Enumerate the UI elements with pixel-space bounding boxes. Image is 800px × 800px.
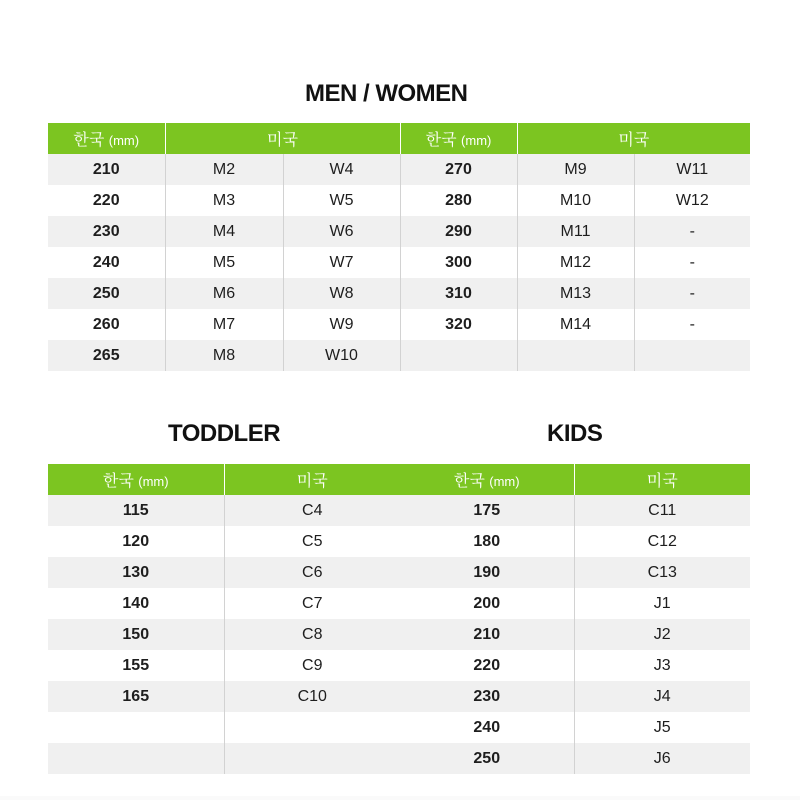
us-size-cell: M11: [517, 216, 634, 247]
us-size-cell: [224, 743, 400, 774]
men-women-size-table: [48, 123, 750, 371]
korea-size-cell: 240: [473, 718, 501, 736]
table-row: [400, 588, 750, 619]
us-size-cell: M8: [165, 340, 283, 371]
toddler-size-table: [48, 464, 400, 774]
korea-size-cell: 250: [400, 743, 574, 774]
us-size-cell: -: [634, 309, 750, 340]
us-size-cell: J5: [574, 712, 750, 743]
page-bottom-edge: [0, 796, 800, 800]
us-size-cell: -: [634, 247, 750, 278]
us-size-cell: W6: [283, 216, 400, 247]
us-size-cell: M5: [165, 247, 283, 278]
table-row: [48, 216, 750, 247]
korea-size-cell: 260: [92, 315, 120, 333]
table-row: [48, 340, 750, 371]
korea-size-cell: [48, 743, 224, 774]
table-row: [48, 681, 400, 712]
table-row: [400, 650, 750, 681]
header-korea: 한국 (mm): [400, 464, 574, 495]
table-row: [48, 743, 400, 774]
korea-size-cell: 230: [400, 681, 574, 712]
korea-size-cell: 270: [400, 154, 517, 185]
table-row: [400, 526, 750, 557]
header-korea: 한국 (mm): [48, 123, 165, 154]
us-size-cell: C5: [224, 526, 400, 557]
us-size-cell: W4: [283, 154, 400, 185]
header-us: 미국: [224, 464, 400, 495]
table-row: [48, 619, 400, 650]
table-row: [48, 588, 400, 619]
korea-size-cell: 230: [48, 216, 165, 247]
korea-size-cell: 120: [122, 532, 150, 550]
korea-size-cell: 290: [400, 216, 517, 247]
korea-size-cell: 165: [48, 681, 224, 712]
table-row: [48, 526, 400, 557]
header-us: 미국: [574, 464, 750, 495]
us-size-cell: M7: [165, 309, 283, 340]
us-size-cell: M2: [165, 154, 283, 185]
table-row: [48, 712, 400, 743]
korea-size-cell: 180: [473, 532, 501, 550]
us-size-cell: M12: [517, 247, 634, 278]
kids-rows: [400, 495, 750, 774]
table-row: [48, 185, 750, 216]
table-header-row: [400, 464, 750, 495]
us-size-cell: C7: [224, 588, 400, 619]
us-size-cell: J1: [574, 588, 750, 619]
korea-size-cell: 150: [48, 619, 224, 650]
us-size-cell: -: [634, 216, 750, 247]
table-row: [400, 712, 750, 743]
us-size-cell: M13: [517, 278, 634, 309]
table-row: [400, 619, 750, 650]
men-women-title: MEN / WOMEN: [305, 80, 468, 107]
us-size-cell: C4: [224, 495, 400, 526]
korea-size-cell: 265: [48, 340, 165, 371]
us-size-cell: C12: [574, 526, 750, 557]
us-size-cell: [634, 340, 750, 371]
korea-size-cell: 240: [92, 253, 120, 271]
korea-size-cell: 250: [48, 278, 165, 309]
us-size-cell: C13: [574, 557, 750, 588]
us-size-cell: M6: [165, 278, 283, 309]
table-header-row: [48, 123, 750, 154]
header-korea: 한국 (mm): [48, 464, 224, 495]
table-row: [48, 650, 400, 681]
korea-size-cell: 320: [400, 309, 517, 340]
us-size-cell: J3: [574, 650, 750, 681]
korea-size-cell: 210: [400, 619, 574, 650]
us-size-cell: C9: [224, 650, 400, 681]
kids-size-table: [400, 464, 750, 774]
table-row: [400, 557, 750, 588]
korea-size-cell: 220: [473, 656, 501, 674]
us-size-cell: C10: [224, 681, 400, 712]
us-size-cell: W10: [283, 340, 400, 371]
us-size-cell: [224, 712, 400, 743]
us-size-cell: W5: [283, 185, 400, 216]
korea-size-cell: 280: [400, 185, 517, 216]
us-size-cell: W12: [634, 185, 750, 216]
korea-size-cell: 210: [48, 154, 165, 185]
header-korea: 한국 (mm): [400, 123, 517, 154]
us-size-cell: M14: [517, 309, 634, 340]
table-row: [48, 495, 400, 526]
korea-size-cell: 310: [400, 278, 517, 309]
us-size-cell: W11: [634, 154, 750, 185]
korea-size-cell: 155: [122, 656, 150, 674]
us-size-cell: M3: [165, 185, 283, 216]
table-header-row: [48, 464, 400, 495]
table-row: [48, 247, 750, 278]
us-size-cell: W7: [283, 247, 400, 278]
us-size-cell: [517, 340, 634, 371]
table-row: [400, 743, 750, 774]
us-size-cell: J4: [574, 681, 750, 712]
korea-size-cell: 140: [122, 594, 150, 612]
us-size-cell: W9: [283, 309, 400, 340]
us-size-cell: C6: [224, 557, 400, 588]
korea-size-cell: 175: [400, 495, 574, 526]
korea-size-cell: 200: [473, 594, 501, 612]
us-size-cell: M4: [165, 216, 283, 247]
korea-size-cell: 130: [48, 557, 224, 588]
us-size-cell: M10: [517, 185, 634, 216]
header-us: 미국: [517, 123, 750, 154]
korea-size-cell: [48, 712, 224, 743]
us-size-cell: M9: [517, 154, 634, 185]
us-size-cell: J2: [574, 619, 750, 650]
toddler-title: TODDLER: [168, 420, 281, 447]
korea-size-cell: 220: [92, 191, 120, 209]
header-us: 미국: [165, 123, 400, 154]
korea-size-cell: 115: [48, 495, 224, 526]
table-row: [48, 557, 400, 588]
kids-title: KIDS: [547, 420, 603, 447]
korea-size-cell: [400, 340, 517, 371]
us-size-cell: W8: [283, 278, 400, 309]
table-row: [400, 495, 750, 526]
men-women-rows: [48, 154, 750, 371]
table-row: [400, 681, 750, 712]
korea-size-cell: 300: [400, 247, 517, 278]
table-row: [48, 309, 750, 340]
korea-size-cell: 190: [400, 557, 574, 588]
table-row: [48, 278, 750, 309]
toddler-rows: [48, 495, 400, 774]
table-row: [48, 154, 750, 185]
us-size-cell: C8: [224, 619, 400, 650]
us-size-cell: J6: [574, 743, 750, 774]
us-size-cell: -: [634, 278, 750, 309]
us-size-cell: C11: [574, 495, 750, 526]
